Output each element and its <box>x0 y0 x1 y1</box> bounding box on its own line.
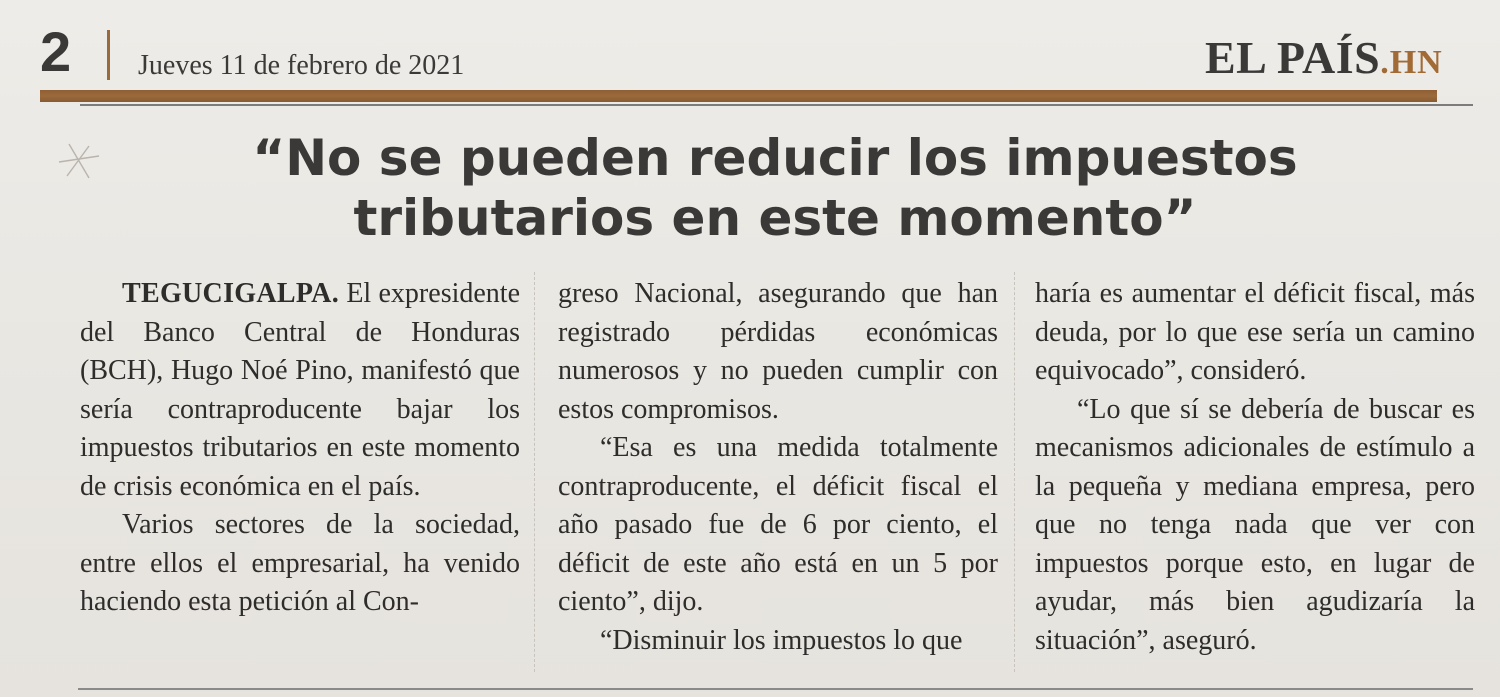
paragraph: haría es aumentar el déficit fiscal, más deuda, por lo que ese sería un camino equivocado”, consideró. <box>1035 278 1475 386</box>
article-headline <box>120 128 1430 248</box>
paragraph: “Disminuir los impuestos lo que <box>600 624 963 656</box>
paragraph: “Esa es una medida totalmente contraproducente, el déficit fiscal el año pasado fue de 6 por ciento, el déficit de este año está en un 5 por ciento”, dijo. <box>558 432 998 617</box>
article-column-1 <box>80 275 520 622</box>
logo-main-text: EL PAÍS <box>1205 32 1381 83</box>
asterisk-mark-icon <box>55 138 103 186</box>
paragraph-text: El expresidente del Banco Central de Honduras (BCH), Hugo Noé Pino, manifestó que sería contraproducente bajar los impuestos tributarios en este momento de crisis económica en el país. <box>80 278 520 502</box>
paragraph: Varios sectores de la sociedad, entre ellos el empresarial, ha venido haciendo esta petición al Con- <box>80 509 520 617</box>
masthead-logo <box>1205 32 1443 89</box>
headline-line-2: tributarios en este momento” <box>353 189 1197 247</box>
footer-rule <box>78 688 1473 690</box>
header-rule <box>80 104 1473 106</box>
logo-suffix-text: .HN <box>1380 44 1443 81</box>
column-divider <box>534 272 536 672</box>
article-column-3 <box>1035 275 1475 660</box>
article-column-2 <box>558 275 998 660</box>
column-divider <box>1014 272 1016 672</box>
issue-date: Jueves 11 de febrero de 2021 <box>138 50 465 81</box>
paragraph: “Lo que sí se debería de buscar es mecanismos adicionales de estímulo a la pequeña y mediana empresa, pero que no tenga nada que ver con impuestos porque esto, en lugar de ayudar, más bien agudizaría la situación”, aseguró. <box>1035 393 1475 656</box>
headline-line-1: “No se pueden reducir los impuestos <box>252 129 1298 187</box>
page-number-divider <box>107 30 110 80</box>
header-accent-bar <box>40 90 1437 102</box>
page-number: 2 <box>40 20 72 83</box>
dateline: TEGUCIGALPA. <box>122 278 339 309</box>
paragraph <box>80 275 520 506</box>
page-header <box>0 0 1500 110</box>
paragraph: greso Nacional, asegurando que han registrado pérdidas económicas numerosos y no pueden cumplir con estos compromisos. <box>558 278 998 425</box>
